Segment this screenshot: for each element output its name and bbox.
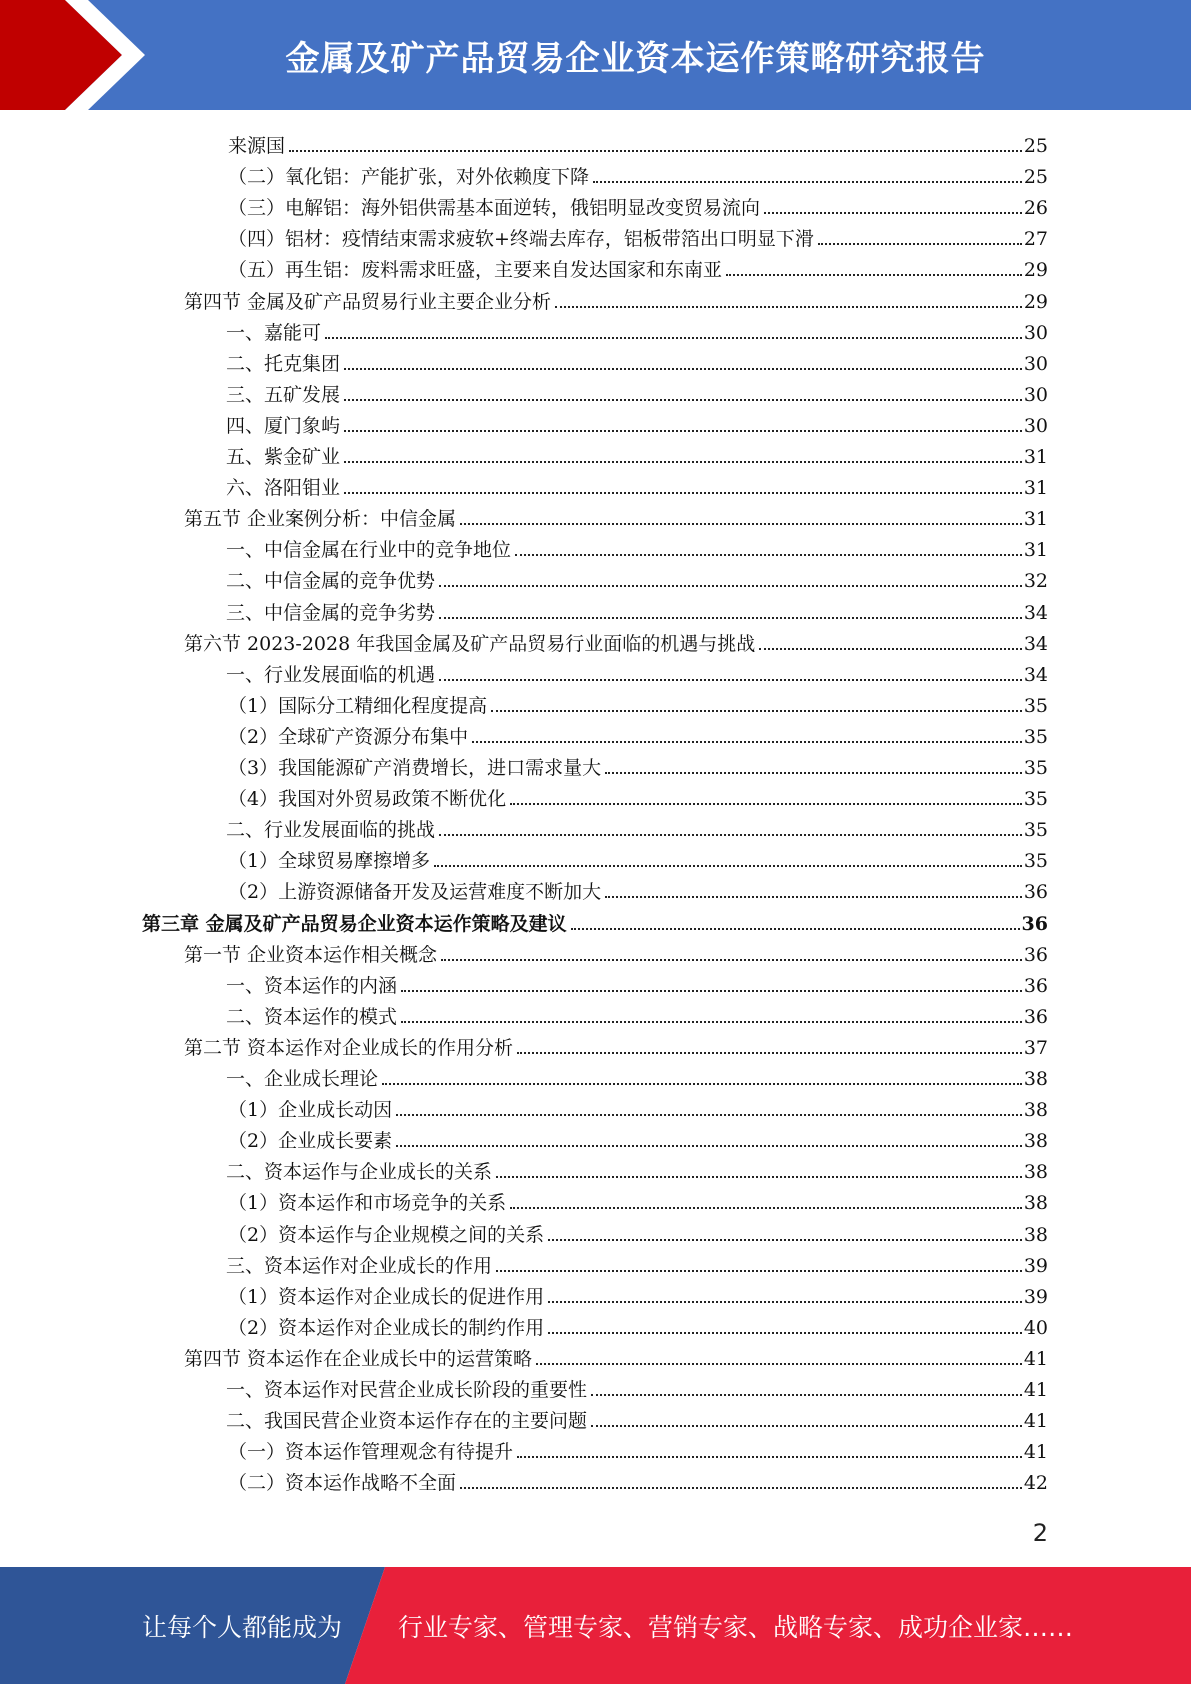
toc-entry-page: 34: [1023, 632, 1048, 655]
toc-entry-title: 第三章 金属及矿产品贸易企业资本运作策略及建议: [142, 912, 567, 935]
toc-entry[interactable]: [184, 936, 1048, 967]
toc-entry-title: 三、资本运作对企业成长的作用: [226, 1254, 493, 1277]
toc-entry-title: 六、洛阳钼业: [226, 477, 341, 500]
toc-entry[interactable]: [228, 1091, 1048, 1122]
toc-entry-page: 41: [1023, 1441, 1048, 1464]
toc-entry[interactable]: [226, 1153, 1048, 1184]
toc-entry-title: 五、紫金矿业: [226, 446, 341, 468]
toc-dot-leader: [536, 1363, 1022, 1365]
toc-dot-leader: [441, 959, 1022, 961]
toc-entry-page: 31: [1023, 508, 1048, 531]
toc-dot-leader: [289, 150, 1022, 152]
toc-dot-leader: [517, 1456, 1022, 1458]
toc-dot-leader: [439, 679, 1022, 681]
toc-entry[interactable]: [228, 158, 1048, 189]
toc-dot-leader: [548, 1301, 1022, 1303]
toc-dot-leader: [472, 741, 1022, 743]
toc-entry-title: 二、行业发展面临的挑战: [226, 819, 436, 842]
toc-entry[interactable]: [228, 189, 1048, 220]
toc-dot-leader: [605, 896, 1022, 898]
toc-entry[interactable]: [226, 469, 1048, 500]
toc-dot-leader: [491, 710, 1022, 712]
toc-entry-title: （二）氧化铝：产能扩张，对外依赖度下降: [228, 166, 590, 189]
toc-entry-page: 36: [1023, 943, 1048, 966]
toc-entry-page: 39: [1023, 1285, 1048, 1308]
toc-dot-leader: [593, 181, 1022, 183]
toc-entry[interactable]: [228, 749, 1048, 780]
toc-entry[interactable]: [184, 1029, 1048, 1060]
toc-dot-leader: [591, 1425, 1022, 1427]
toc-entry-title: 第四节 金属及矿产品贸易行业主要企业分析: [184, 290, 552, 313]
toc-dot-leader: [325, 337, 1022, 339]
toc-entry-page: 41: [1023, 1410, 1048, 1433]
toc-entry-page: 31: [1023, 477, 1048, 500]
toc-entry[interactable]: [228, 1122, 1048, 1153]
toc-entry-page: 38: [1023, 1068, 1048, 1090]
toc-dot-leader: [401, 990, 1022, 992]
toc-entry-title: 二、资本运作与企业成长的关系: [226, 1161, 493, 1184]
toc-entry-page: 41: [1023, 1347, 1048, 1370]
toc-dot-leader: [382, 1083, 1022, 1085]
toc-entry[interactable]: [228, 1216, 1048, 1247]
toc-entry[interactable]: [226, 656, 1048, 687]
toc-entry[interactable]: [142, 905, 1048, 936]
toc-entry[interactable]: [228, 1433, 1048, 1464]
toc-dot-leader: [439, 585, 1022, 587]
toc-entry-title: 一、资本运作对民营企业成长阶段的重要性: [226, 1379, 588, 1401]
toc-dot-leader: [548, 1239, 1022, 1241]
toc-dot-leader: [818, 243, 1022, 245]
toc-entry-title: 四、厦门象屿: [226, 414, 341, 437]
toc-entry-title: （2）资本运作对企业成长的制约作用: [228, 1316, 545, 1339]
toc-entry-page: 36: [1023, 974, 1048, 997]
toc-entry-page: 37: [1023, 1036, 1048, 1059]
toc-entry-title: 一、行业发展面临的机遇: [226, 663, 436, 686]
header-banner: [0, 0, 1191, 110]
toc-entry[interactable]: [226, 314, 1048, 345]
toc-entry-page: 25: [1023, 166, 1048, 189]
toc-entry-title: （五）再生铝：废料需求旺盛，主要来自发达国家和东南亚: [228, 259, 723, 282]
toc-entry[interactable]: [226, 345, 1048, 376]
toc-entry[interactable]: [226, 438, 1048, 469]
toc-dot-leader: [510, 803, 1022, 805]
toc-entry[interactable]: [226, 531, 1048, 562]
toc-dot-leader: [510, 1207, 1022, 1209]
toc-entry-page: 29: [1023, 290, 1048, 313]
toc-dot-leader: [515, 554, 1022, 556]
toc-entry-page: 25: [1023, 135, 1048, 157]
toc-entry-page: 36: [1023, 881, 1048, 904]
toc-entry[interactable]: [226, 1247, 1048, 1278]
footer-banner: [0, 1567, 1191, 1684]
toc-entry[interactable]: [184, 283, 1048, 314]
toc-dot-leader: [439, 617, 1022, 619]
toc-entry-title: 三、五矿发展: [226, 383, 341, 406]
toc-dot-leader: [344, 399, 1022, 401]
toc-entry-title: 第二节 资本运作对企业成长的作用分析: [184, 1036, 514, 1059]
toc-entry-title: 一、资本运作的内涵: [226, 974, 398, 997]
toc-entry[interactable]: [228, 718, 1048, 749]
toc-entry-page: 38: [1023, 1130, 1048, 1153]
toc-entry[interactable]: [228, 251, 1048, 282]
toc-entry-page: 40: [1023, 1316, 1048, 1339]
toc-entry[interactable]: [228, 687, 1048, 718]
toc-dot-leader: [605, 772, 1022, 774]
toc-entry-page: 35: [1023, 725, 1048, 748]
toc-entry-title: （2）上游资源储备开发及运营难度不断加大: [228, 881, 602, 904]
toc-entry-page: 39: [1023, 1254, 1048, 1277]
toc-dot-leader: [571, 928, 1020, 930]
toc-entry-title: （1）企业成长动因: [228, 1099, 393, 1122]
report-title: 金属及矿产品贸易企业资本运作策略研究报告: [285, 38, 986, 79]
toc-entry-page: 38: [1023, 1192, 1048, 1215]
toc-entry-title: （四）铝材：疫情结束需求疲软+终端去库存，铝板带箔出口明显下滑: [228, 228, 814, 251]
toc-entry[interactable]: [228, 1278, 1048, 1309]
toc-entry[interactable]: [226, 998, 1048, 1029]
toc-entry[interactable]: [228, 873, 1048, 904]
toc-entry-page: 31: [1023, 539, 1048, 562]
toc-dot-leader: [396, 1114, 1022, 1116]
toc-entry[interactable]: [226, 1060, 1048, 1091]
toc-entry-title: 第五节 企业案例分析：中信金属: [184, 508, 457, 531]
toc-entry-title: 三、中信金属的竞争劣势: [226, 601, 436, 624]
toc-entry-page: 29: [1023, 259, 1048, 282]
toc-dot-leader: [460, 523, 1022, 525]
toc-dot-leader: [517, 1052, 1022, 1054]
footer-slogan-left: 让每个人都能成为: [142, 1612, 343, 1642]
toc-entry-page: 36: [1021, 912, 1048, 935]
header-red-arrow-shape: [0, 0, 150, 110]
toc-entry-page: 35: [1023, 757, 1048, 779]
toc-entry[interactable]: [226, 594, 1048, 625]
toc-entry-title: （三）电解铝：海外铝供需基本面逆转，俄铝明显改变贸易流向: [228, 197, 761, 220]
toc-entry[interactable]: [228, 1309, 1048, 1340]
toc-dot-leader: [726, 274, 1022, 276]
toc-entry[interactable]: [226, 562, 1048, 593]
toc-entry[interactable]: [228, 1184, 1048, 1215]
toc-entry[interactable]: [228, 780, 1048, 811]
toc-entry-page: 38: [1023, 1099, 1048, 1122]
toc-dot-leader: [548, 1332, 1022, 1334]
toc-entry-title: （2）全球矿产资源分布集中: [228, 725, 469, 748]
toc-dot-leader: [344, 461, 1022, 463]
toc-entry[interactable]: [226, 1371, 1048, 1402]
toc-entry[interactable]: [226, 1402, 1048, 1433]
toc-entry-page: 35: [1023, 694, 1048, 717]
toc-entry-title: （1）全球贸易摩擦增多: [228, 850, 431, 873]
toc-dot-leader: [764, 212, 1022, 214]
toc-dot-leader: [496, 1176, 1022, 1178]
toc-entry-page: 30: [1023, 383, 1048, 406]
toc-entry-title: （一）资本运作管理观念有待提升: [228, 1441, 514, 1464]
toc-entry-page: 35: [1023, 850, 1048, 873]
toc-entry[interactable]: [184, 625, 1048, 656]
toc-dot-leader: [344, 492, 1022, 494]
toc-entry-title: 一、嘉能可: [226, 321, 322, 344]
toc-entry-title: （1）国际分工精细化程度提高: [228, 694, 488, 717]
toc-entry-title: 第六节 2023-2028 年我国金属及矿产品贸易行业面临的机遇与挑战: [184, 632, 756, 655]
toc-entry-title: 二、我国民营企业资本运作存在的主要问题: [226, 1410, 588, 1433]
toc-entry-page: 41: [1023, 1379, 1048, 1401]
toc-entry-title: （二）资本运作战略不全面: [228, 1472, 457, 1495]
toc-dot-leader: [344, 430, 1022, 432]
toc-entry-title: （3）我国能源矿产消费增长，进口需求量大: [228, 757, 602, 779]
toc-dot-leader: [555, 306, 1022, 308]
toc-entry[interactable]: [228, 220, 1048, 251]
toc-entry-page: 38: [1023, 1223, 1048, 1246]
toc-entry-title: 一、中信金属在行业中的竞争地位: [226, 539, 512, 562]
toc-entry[interactable]: [184, 1340, 1048, 1371]
toc-entry-title: （1）资本运作对企业成长的促进作用: [228, 1285, 545, 1308]
toc-entry-title: 第四节 资本运作在企业成长中的运营策略: [184, 1347, 533, 1370]
toc-entry-page: 35: [1023, 788, 1048, 811]
toc-dot-leader: [759, 648, 1022, 650]
toc-entry-page: 30: [1023, 414, 1048, 437]
toc-entry-title: （1）资本运作和市场竞争的关系: [228, 1192, 507, 1215]
toc-entry-page: 42: [1023, 1472, 1048, 1495]
toc-entry-page: 26: [1023, 197, 1048, 220]
toc-dot-leader: [439, 834, 1022, 836]
toc-dot-leader: [396, 1145, 1022, 1147]
toc-entry[interactable]: [226, 407, 1048, 438]
toc-entry-page: 30: [1023, 352, 1048, 375]
toc-dot-leader: [434, 865, 1022, 867]
toc-entry[interactable]: [228, 1464, 1048, 1495]
toc-entry-title: 来源国: [228, 135, 286, 157]
toc-dot-leader: [401, 1021, 1022, 1023]
toc-entry-title: 一、企业成长理论: [226, 1068, 379, 1090]
toc-entry[interactable]: [228, 842, 1048, 873]
toc-entry-page: 35: [1023, 819, 1048, 842]
toc-entry[interactable]: [184, 500, 1048, 531]
toc-entry-title: 第一节 企业资本运作相关概念: [184, 943, 438, 966]
toc-entry-page: 30: [1023, 321, 1048, 344]
toc-entry-title: 二、中信金属的竞争优势: [226, 570, 436, 593]
footer-slogan-right: 行业专家、管理专家、营销专家、战略专家、成功企业家……: [398, 1612, 1074, 1642]
toc-entry-title: 二、托克集团: [226, 352, 341, 375]
toc-entry-page: 36: [1023, 1005, 1048, 1028]
toc-entry-title: （4）我国对外贸易政策不断优化: [228, 788, 507, 811]
toc-entry[interactable]: [226, 811, 1048, 842]
toc-entry-page: 31: [1023, 446, 1048, 468]
toc-entry-title: 二、资本运作的模式: [226, 1005, 398, 1028]
toc-dot-leader: [591, 1394, 1022, 1396]
toc-dot-leader: [344, 368, 1022, 370]
toc-entry[interactable]: [228, 127, 1048, 158]
toc-entry[interactable]: [226, 376, 1048, 407]
toc-entry[interactable]: [226, 967, 1048, 998]
toc-entry-page: 34: [1023, 601, 1048, 624]
page-number: 2: [1032, 1519, 1048, 1547]
toc-entry-page: 34: [1023, 663, 1048, 686]
toc-entry-page: 32: [1023, 570, 1048, 593]
toc-dot-leader: [460, 1487, 1022, 1489]
toc-entry-page: 38: [1023, 1161, 1048, 1184]
toc-entry-title: （2）资本运作与企业规模之间的关系: [228, 1223, 545, 1246]
toc-entry-page: 27: [1023, 228, 1048, 251]
toc-dot-leader: [496, 1270, 1022, 1272]
toc-entry-title: （2）企业成长要素: [228, 1130, 393, 1153]
